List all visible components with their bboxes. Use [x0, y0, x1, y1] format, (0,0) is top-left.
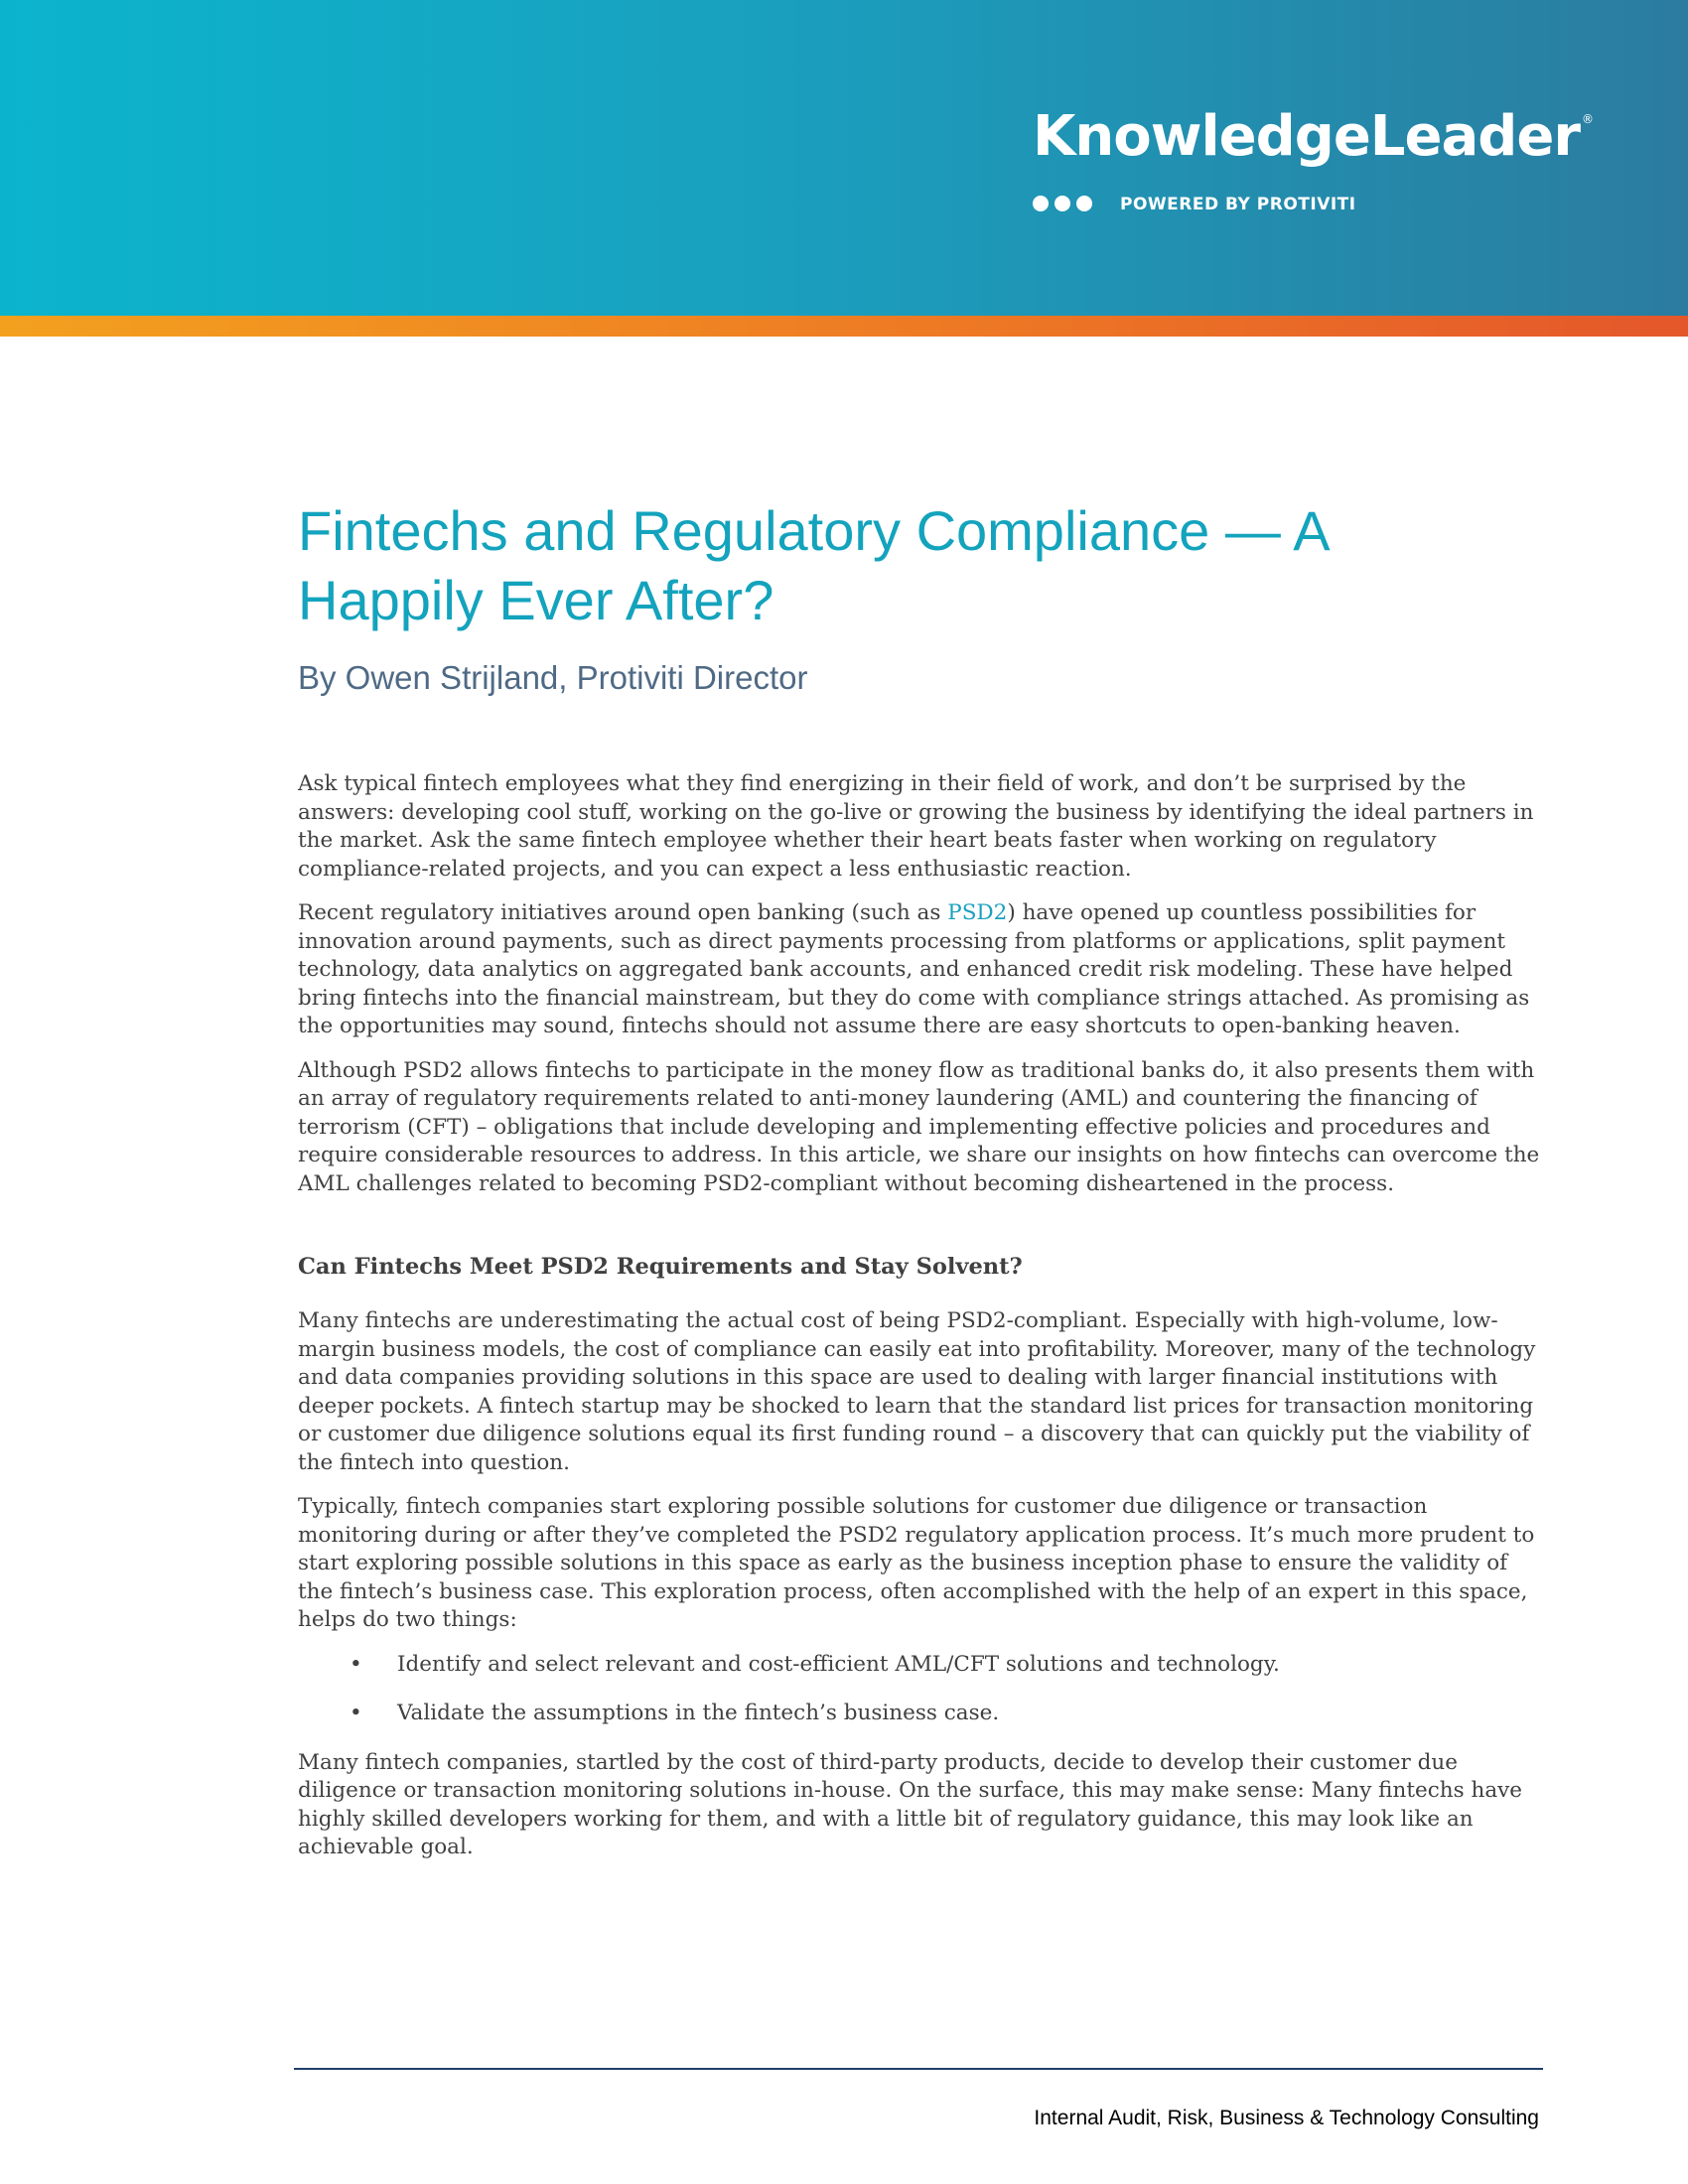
- article-byline: By Owen Strijland, Protiviti Director: [298, 659, 808, 696]
- footer-text: Internal Audit, Risk, Business & Technology Consulting: [1034, 2107, 1539, 2129]
- brand-tagline: POWERED BY PROTIVITI: [1120, 195, 1356, 214]
- dot-icon: [1033, 196, 1049, 211]
- dot-icon: [1055, 196, 1070, 211]
- header-band: [0, 0, 1688, 316]
- section-heading: Can Fintechs Meet PSD2 Requirements and Stay Solvent?: [298, 1254, 1023, 1280]
- dot-icon: [1076, 196, 1092, 211]
- brand-dots-icon: [1033, 196, 1092, 211]
- section-paragraph-2: Typically, fintech companies start exploring possible solutions for customer due diligence or transaction monitoring during or after they’ve completed the PSD2 regulatory application process. It’s much more prudent to start exploring possible solutions in this space as early as the business inception phase to ensure the validity of the fintech’s business case. This exploration process, often accomplished with the help of an expert in this space, helps do two things:: [298, 1494, 1535, 1632]
- bullet-list: [298, 1651, 1549, 1728]
- brand-name: KnowledgeLeader ®: [1033, 104, 1593, 169]
- list-item: • Identify and select relevant and cost-efficient AML/CFT solutions and technology.: [298, 1651, 1549, 1680]
- section-closing-paragraph: Many fintech companies, startled by the cost of third-party products, decide to develop their customer due diligence or transaction monitoring solutions in-house. On the surface, this may make sense: Many fintechs have highly skilled developers working for them, and with a little bit of regulatory guidance, this may look like an achievable goal.: [298, 1749, 1523, 1859]
- intro-paragraph-1: Ask typical fintech employees what they find energizing in their field of work, and don’t be surprised by the answers: developing cool stuff, working on the go-live or growing the business by identifying the ideal partners in the market. Ask the same fintech employee whether their heart beats faster when working on regulatory compliance-related projects, and you can expect a less enthusiastic reaction.: [298, 771, 1534, 882]
- section-paragraph-1: Many fintechs are underestimating the actual cost of being PSD2-compliant. Especially with high-volume, low-margin business models, the cost of compliance can easily eat into profitability. Moreover, many of the technology and data companies providing solutions in this space are used to dealing with larger financial institutions with deeper pockets. A fintech startup may be shocked to learn that the standard list prices for transaction monitoring or customer due diligence solutions equal its first funding round – a discovery that can quickly put the viability of the fintech into question.: [298, 1308, 1536, 1475]
- registered-mark: ®: [1581, 112, 1593, 126]
- bullet-icon: •: [350, 1701, 362, 1725]
- article-title: Fintechs and Regulatory Compliance — A Happily Ever After?: [298, 499, 1328, 631]
- accent-stripe: [0, 316, 1688, 337]
- footer-divider: [294, 2068, 1543, 2070]
- bullet-icon: •: [350, 1651, 362, 1677]
- brand-logo: [1033, 104, 1593, 223]
- intro-paragraph-2: Recent regulatory initiatives around open banking (such as PSD2) have opened up countless possibilities for innovation around payments, such as direct payments processing from platforms or applications, split payment technology, data analytics on aggregated bank accounts, and enhanced credit risk modeling. These have helped bring fintechs into the financial mainstream, but they do come with compliance strings attached. As promising as the opportunities may sound, fintechs should not assume there are easy shortcuts to open-banking heaven.: [298, 900, 1530, 1038]
- list-item: • Validate the assumptions in the fintech’s business case.: [298, 1700, 1549, 1728]
- psd2-link[interactable]: PSD2: [947, 900, 1008, 925]
- article-body: [298, 770, 1549, 1878]
- intro-paragraph-3: Although PSD2 allows fintechs to participate in the money flow as traditional banks do, it also presents them with an array of regulatory requirements related to anti-money laundering (AML) and countering the financing of terrorism (CFT) – obligations that include developing and implementing effective policies and procedures and require considerable resources to address. In this article, we share our insights on how fintechs can overcome the AML challenges related to becoming PSD2-compliant without becoming disheartened in the process.: [298, 1057, 1540, 1196]
